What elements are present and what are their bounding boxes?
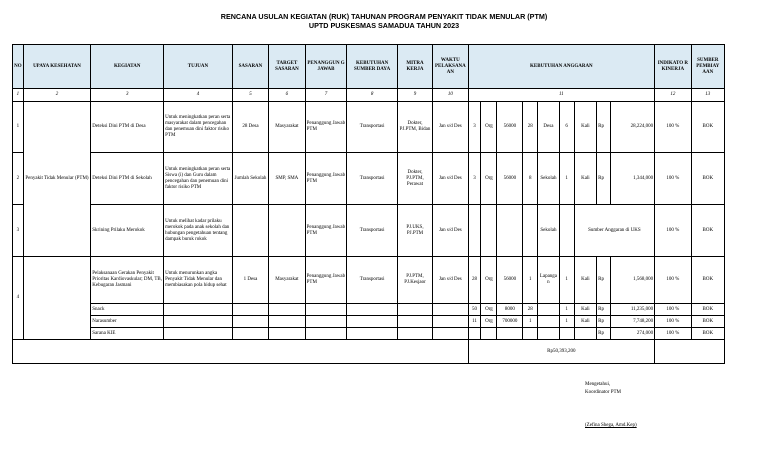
anggaran-cell: 8 — [523, 153, 538, 205]
sumber-cell: BOK — [691, 304, 724, 316]
empty-cell — [397, 328, 432, 340]
empty-cell — [269, 316, 305, 328]
total-spacer — [655, 340, 725, 364]
anggaran-cell: Org — [481, 304, 497, 316]
header-anggaran: KEBUTUHAN ANGGARAN — [468, 45, 655, 89]
col-number: 12 — [655, 89, 691, 102]
header-tujuan: TUJUAN — [164, 45, 233, 89]
mitra-cell: PJ.UKS, PJ.PTM — [397, 205, 432, 257]
anggaran-cell: 1 — [559, 153, 574, 205]
sasaran-cell: 28 Desa — [232, 102, 268, 153]
table-row — [13, 205, 725, 257]
header-kebutuhan-sd: KEBUTUHAN SUMBER DAYA — [347, 45, 397, 89]
anggaran-cell: Kali — [574, 316, 597, 328]
total-row — [13, 340, 725, 364]
anggaran-cell: Sekolah — [538, 153, 559, 205]
rp-cell: Rp — [597, 316, 611, 328]
jumlah-cell: 28,224,000 — [611, 102, 655, 153]
header-upaya: UPAYA KESEHATAN — [23, 45, 91, 89]
anggaran-cell — [574, 328, 597, 340]
col-number: 2 — [23, 89, 91, 102]
pj-cell: Penanggung Jawab PTM — [305, 102, 347, 153]
empty-cell — [305, 328, 347, 340]
row-number: 1 — [13, 102, 24, 153]
anggaran-cell: 28 — [523, 304, 538, 316]
target-cell: Masyarakat — [269, 102, 305, 153]
empty-cell — [232, 316, 268, 328]
empty-cell — [347, 316, 397, 328]
anggaran-cell: 3 — [468, 102, 481, 153]
anggaran-cell: 1 — [559, 316, 574, 328]
sumber-cell: BOK — [691, 205, 724, 257]
anggaran-cell: 50 — [468, 304, 481, 316]
sumber-cell: BOK — [691, 257, 724, 304]
anggaran-cell: 3 — [468, 153, 481, 205]
header-sumber: SUMBER PEMBIAY AAN — [691, 45, 724, 89]
table-subrow — [13, 328, 725, 340]
kegiatan-cell: Deteksi Dini PTM di Desa — [91, 102, 164, 153]
empty-cell — [397, 304, 432, 316]
kegiatan-cell: Pelaksanaan Gerakan Penyakit Prioritas Kardiovaskular; DM, TB, Kebugaran Jasmani — [91, 257, 164, 304]
anggaran-cell — [468, 328, 481, 340]
waktu-cell: Jan s/d Des — [433, 205, 468, 257]
header-waktu: WAKTU PELAKSANA AN — [433, 45, 468, 89]
rp-cell: Rp — [597, 304, 611, 316]
document-title: RENCANA USULAN KEGIATAN (RUK) TAHUNAN PROGRAM PENYAKIT TIDAK MENULAR (PTM) — [220, 12, 548, 21]
anggaran-cell: Org — [481, 257, 497, 304]
waktu-cell: Jan s/d Des — [433, 102, 468, 153]
total-spacer — [13, 340, 469, 364]
anggaran-cell: 8000 — [497, 304, 523, 316]
col-number: 7 — [305, 89, 347, 102]
rp-cell: Rp — [597, 102, 611, 153]
rp-cell: Rp — [597, 328, 611, 340]
anggaran-cell — [468, 205, 481, 257]
anggaran-cell: 1 — [523, 316, 538, 328]
anggaran-cell — [559, 328, 574, 340]
anggaran-cell: 1 — [523, 257, 538, 304]
mitra-cell: PJ.PTM, PJ.Kesjaor — [397, 257, 432, 304]
tujuan-cell: Untuk meningkatkan peran serta masyarakat dalam pencegahan dan penemuan dini faktor risiko PTM — [164, 102, 233, 153]
anggaran-cell: 1 — [559, 304, 574, 316]
col-number: 1 — [13, 89, 24, 102]
indikator-cell: 100 % — [655, 304, 691, 316]
sumber-cell: BOK — [691, 316, 724, 328]
sasaran-cell — [232, 205, 268, 257]
indikator-cell: 100 % — [655, 328, 691, 340]
anggaran-cell — [523, 205, 538, 257]
col-number: 3 — [91, 89, 164, 102]
col-number: 6 — [269, 89, 305, 102]
anggaran-cell: 28 — [468, 257, 481, 304]
anggaran-cell: Kali — [574, 102, 597, 153]
anggaran-cell — [481, 328, 497, 340]
indikator-cell: 100 % — [655, 205, 691, 257]
header-row — [13, 45, 725, 89]
empty-cell — [433, 328, 468, 340]
anggaran-cell: Kali — [574, 257, 597, 304]
anggaran-cell: 28 — [523, 102, 538, 153]
empty-cell — [433, 316, 468, 328]
anggaran-cell — [497, 205, 523, 257]
rp-cell: Rp — [597, 153, 611, 205]
anggaran-cell — [538, 304, 559, 316]
jumlah-cell: 1,568,000 — [611, 257, 655, 304]
anggaran-cell: 56000 — [497, 102, 523, 153]
empty-cell — [164, 316, 233, 328]
mitra-cell: Dokter, PJ.PTM, Perawat — [397, 153, 432, 205]
sasaran-cell: Jumlah Sekolah — [232, 153, 268, 205]
empty-cell — [164, 304, 233, 316]
target-cell: Masyarakat — [269, 257, 305, 304]
column-number-row — [13, 89, 725, 102]
anggaran-cell: Sekolah — [538, 205, 559, 257]
header-mitra: MITRA KERJA — [397, 45, 432, 89]
sumber-cell: BOK — [691, 153, 724, 205]
empty-cell — [433, 304, 468, 316]
table-subrow — [13, 304, 725, 316]
row-number: 4 — [13, 257, 24, 340]
document-subtitle: UPTD PUSKESMAS SAMADUA TAHUN 2023 — [308, 21, 460, 30]
empty-cell — [232, 304, 268, 316]
anggaran-cell: 56000 — [497, 153, 523, 205]
anggaran-cell — [559, 205, 574, 257]
tujuan-cell: Untuk melihat kadar prilaku merokok pada anak sekolah dan hubungan pengetahuan tentang dampak buruk rokok — [164, 205, 233, 257]
table-row — [13, 257, 725, 304]
kegiatan-cell: Skrining Prilaku Merokok — [91, 205, 164, 257]
empty-cell — [397, 316, 432, 328]
header-indikator: INDIKATO R KINERJA — [655, 45, 691, 89]
empty-cell — [232, 328, 268, 340]
anggaran-cell: Kali — [574, 153, 597, 205]
empty-cell — [347, 304, 397, 316]
sumber-cell: BOK — [691, 102, 724, 153]
empty-cell — [305, 304, 347, 316]
indikator-cell: 100 % — [655, 316, 691, 328]
anggaran-cell — [497, 328, 523, 340]
empty-cell — [269, 304, 305, 316]
table-row — [13, 102, 725, 153]
anggaran-cell: 1 — [559, 257, 574, 304]
target-cell — [269, 205, 305, 257]
anggaran-cell: Desa — [538, 102, 559, 153]
tujuan-cell: Untuk menurunkan angka Penyakit Tidak Menular dan membiasakan pola hidup sehat — [164, 257, 233, 304]
col-number: 4 — [164, 89, 233, 102]
upaya-cell — [23, 257, 91, 340]
sasaran-cell: 1 Desa — [232, 257, 268, 304]
anggaran-note: Sumber Anggaran di UKS — [574, 205, 655, 257]
jumlah-cell: 274,000 — [611, 328, 655, 340]
anggaran-cell: Org — [481, 102, 497, 153]
waktu-cell: Jan s/d Des — [433, 257, 468, 304]
kegiatan-cell: Narasumber — [91, 316, 164, 328]
sumber-cell: BOK — [691, 328, 724, 340]
header-no: NO — [13, 45, 24, 89]
header-pj: PENANGGUN G JAWAB — [305, 45, 347, 89]
anggaran-cell — [523, 328, 538, 340]
signature-name: (Zefina Shega, Amd.Kep) — [585, 423, 637, 428]
kebutuhan-cell: Transportasi — [347, 205, 397, 257]
indikator-cell: 100 % — [655, 102, 691, 153]
anggaran-cell: 700000 — [497, 316, 523, 328]
indikator-cell: 100 % — [655, 257, 691, 304]
col-number: 13 — [691, 89, 724, 102]
empty-cell — [164, 328, 233, 340]
pj-cell: Penanggung Jawab PTM — [305, 257, 347, 304]
empty-cell — [305, 316, 347, 328]
row-number: 3 — [13, 205, 24, 257]
pj-cell: Penanggung Jawab PTM — [305, 153, 347, 205]
header-kegiatan: KEGIATAN — [91, 45, 164, 89]
header-sasaran: SASARAN — [232, 45, 268, 89]
jumlah-cell: 11,235,000 — [611, 304, 655, 316]
kebutuhan-cell: Transportasi — [347, 153, 397, 205]
tujuan-cell: Untuk meningkatkan peran serta Siswa (i) dan Guru dalam pencegahan dan penemuan dini faktor risiko PTM — [164, 153, 233, 205]
indikator-cell: 100 % — [655, 153, 691, 205]
signature-role: Koordinator PTM — [585, 390, 621, 395]
anggaran-cell — [538, 328, 559, 340]
signature-caption: Mengetahui, — [585, 382, 611, 387]
upaya-cell: Penyakit Tidak Menular (PTM) — [23, 102, 91, 257]
col-number: 10 — [433, 89, 468, 102]
col-number: 8 — [347, 89, 397, 102]
kegiatan-cell: Snack — [91, 304, 164, 316]
rp-cell: Rp — [597, 257, 611, 304]
jumlah-cell: 1,344,000 — [611, 153, 655, 205]
anggaran-cell: Org — [481, 153, 497, 205]
target-cell: SMP, SMA — [269, 153, 305, 205]
row-number: 2 — [13, 153, 24, 205]
kebutuhan-cell: Transportasi — [347, 257, 397, 304]
table-subrow — [13, 316, 725, 328]
mitra-cell: Dokter, PJ.PTM, Bidan — [397, 102, 432, 153]
col-number: 5 — [232, 89, 268, 102]
anggaran-cell: Lapangan — [538, 257, 559, 304]
jumlah-cell: 7,748,200 — [611, 316, 655, 328]
table-row — [13, 153, 725, 205]
total-amount: Rp50,393,200 — [468, 340, 655, 364]
anggaran-cell: 6 — [559, 102, 574, 153]
anggaran-cell: Kali — [574, 304, 597, 316]
col-number: 11 — [468, 89, 655, 102]
empty-cell — [347, 328, 397, 340]
kegiatan-cell: Sarana KIE — [91, 328, 164, 340]
anggaran-cell: Org — [481, 316, 497, 328]
anggaran-cell: 56000 — [497, 257, 523, 304]
kegiatan-cell: Deteksi Dini PTM di Sekolah — [91, 153, 164, 205]
ruk-table — [12, 44, 725, 364]
anggaran-cell: 11 — [468, 316, 481, 328]
col-number: 9 — [397, 89, 432, 102]
waktu-cell: Jan s/d Des — [433, 153, 468, 205]
pj-cell: Penanggung Jawab PTM — [305, 205, 347, 257]
kebutuhan-cell: Transportasi — [347, 102, 397, 153]
anggaran-cell — [538, 316, 559, 328]
empty-cell — [269, 328, 305, 340]
anggaran-cell — [481, 205, 497, 257]
header-target: TARGET SASARAN — [269, 45, 305, 89]
